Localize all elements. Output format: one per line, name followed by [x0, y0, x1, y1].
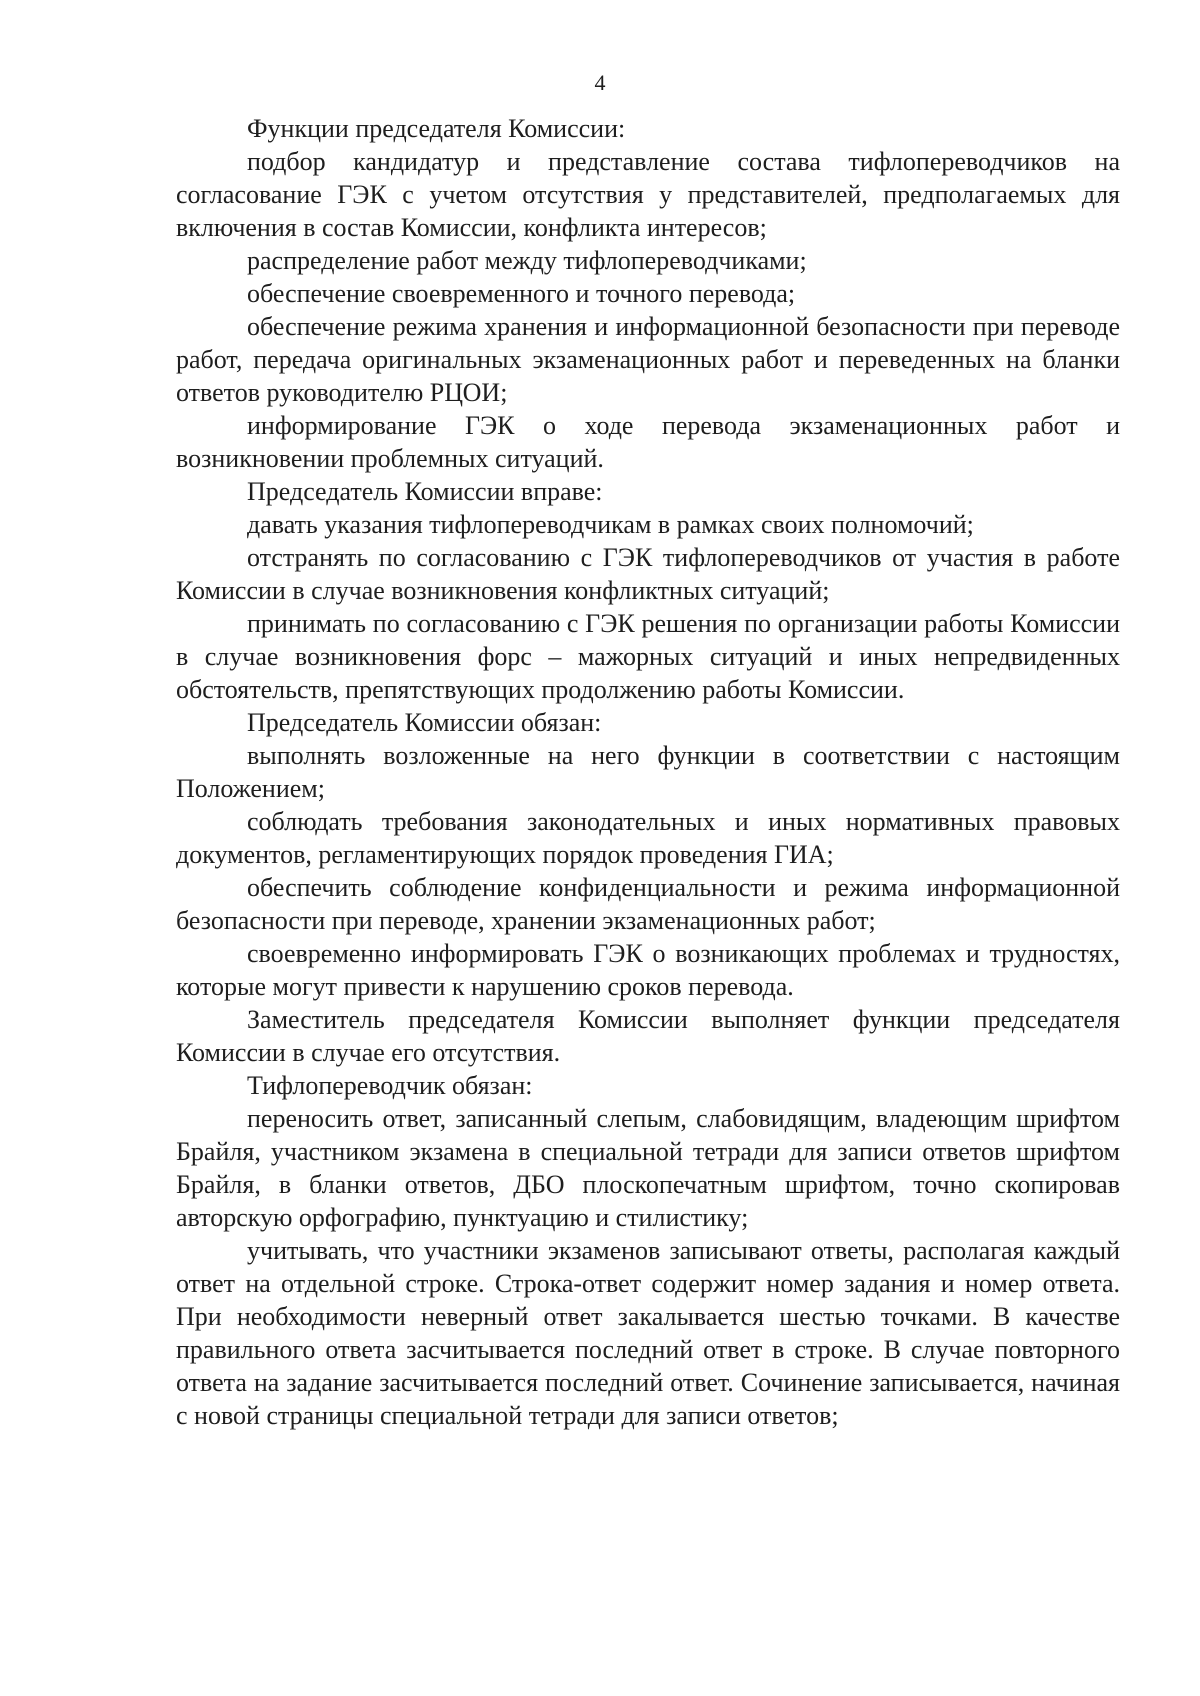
paragraph: подбор кандидатур и представление состава тифлопереводчиков на согласование ГЭК с учетом отсутствия у представителей, предполагаемых для включения в состав Комиссии, конфликта интересов; — [176, 147, 1120, 242]
paragraph-deputy-chair: Заместитель председателя Комиссии выполняет функции председателя Комиссии в случае его отсутствия. — [176, 1005, 1120, 1067]
document-body — [176, 112, 1120, 1432]
paragraph: переносить ответ, записанный слепым, слабовидящим, владеющим шрифтом Брайля, участником экзамена в специальной тетради для записи ответов шрифтом Брайля, в бланки ответов, ДБО плоскопечатным шрифтом, точно скопировав авторскую орфографию, пунктуацию и стилистику; — [176, 1104, 1120, 1232]
paragraph: выполнять возложенные на него функции в соответствии с настоящим Положением; — [176, 741, 1120, 803]
page-number: 4 — [594, 70, 606, 95]
paragraph: отстранять по согласованию с ГЭК тифлопереводчиков от участия в работе Комиссии в случае возникновения конфликтных ситуаций; — [176, 543, 1120, 605]
paragraph-chair-rights-heading: Председатель Комиссии вправе: — [247, 477, 603, 506]
paragraph: обеспечить соблюдение конфиденциальности и режима информационной безопасности при переводе, хранении экзаменационных работ; — [176, 873, 1120, 935]
paragraph: давать указания тифлопереводчикам в рамках своих полномочий; — [247, 510, 974, 539]
paragraph: учитывать, что участники экзаменов записывают ответы, располагая каждый ответ на отдельной строке. Строка-ответ содержит номер задания и номер ответа. При необходимости неверный ответ закалывается шестью точками. В качестве правильного ответа засчитывается последний ответ в строке. В случае повторного ответа на задание засчитывается последний ответ. Сочинение записывается, начиная с новой страницы специальной тетради для записи ответов; — [176, 1236, 1120, 1430]
paragraph: принимать по согласованию с ГЭК решения по организации работы Комиссии в случае возникновения форс – мажорных ситуаций и иных непредвиденных обстоятельств, препятствующих продолжению работы Комиссии. — [176, 609, 1120, 704]
paragraph-translator-duties-heading: Тифлопереводчик обязан: — [247, 1071, 533, 1100]
paragraph: информирование ГЭК о ходе перевода экзаменационных работ и возникновении проблемных ситуаций. — [176, 411, 1120, 473]
paragraph-chair-functions-heading: Функции председателя Комиссии: — [247, 114, 626, 143]
paragraph: распределение работ между тифлопереводчиками; — [247, 246, 807, 275]
paragraph: обеспечение режима хранения и информационной безопасности при переводе работ, передача оригинальных экзаменационных работ и переведенных на бланки ответов руководителю РЦОИ; — [176, 312, 1120, 407]
paragraph: своевременно информировать ГЭК о возникающих проблемах и трудностях, которые могут привести к нарушению сроков перевода. — [176, 939, 1120, 1001]
paragraph: обеспечение своевременного и точного перевода; — [247, 279, 796, 308]
paragraph-chair-duties-heading: Председатель Комиссии обязан: — [247, 708, 602, 737]
paragraph: соблюдать требования законодательных и иных нормативных правовых документов, регламентирующих порядок проведения ГИА; — [176, 807, 1120, 869]
